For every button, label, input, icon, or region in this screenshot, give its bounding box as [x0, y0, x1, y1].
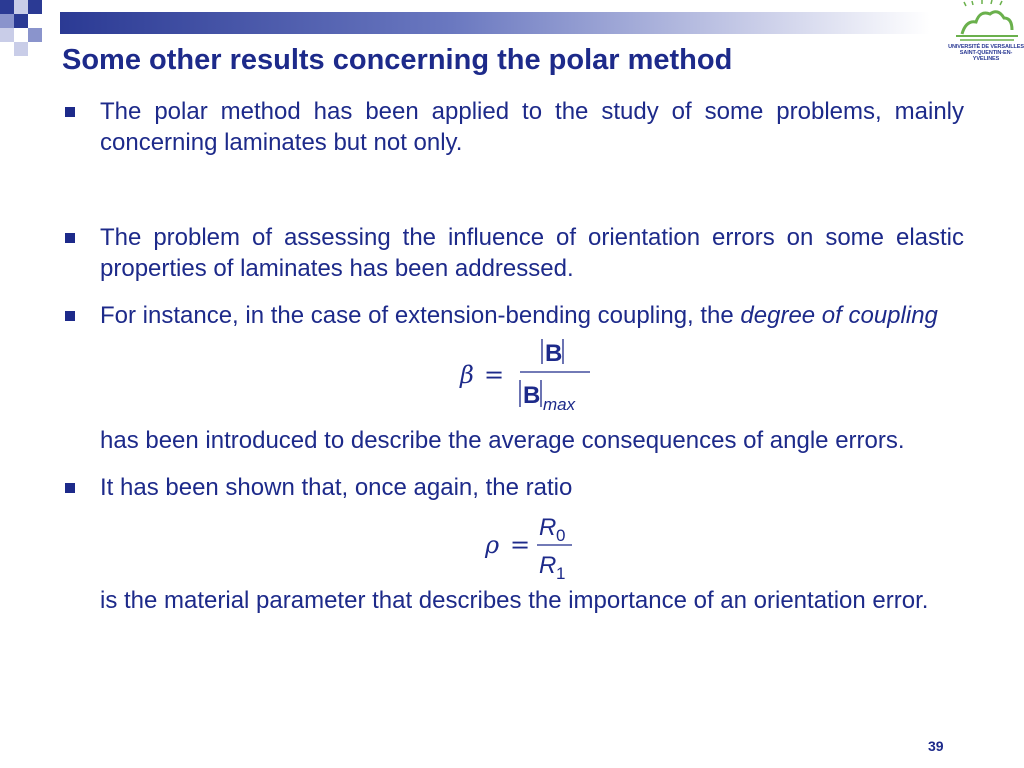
bullet-item: [60, 300, 964, 331]
formula-lhs: ρ: [485, 531, 500, 559]
header-gradient-bar: [60, 12, 930, 34]
formula-numerator-subscript: 0: [556, 526, 566, 545]
bullet-text: It has been shown that, once again, the ratio: [100, 474, 573, 501]
slide-number: 39: [928, 738, 944, 754]
formula-lhs: β: [460, 361, 474, 389]
bullet-emphasis: degree of coupling: [740, 302, 938, 329]
bullet-text: For instance, in the case of extension-bending coupling, the: [100, 302, 741, 329]
formula-numerator: R: [539, 514, 557, 541]
decorative-squares: [0, 0, 70, 70]
bullet-text: The problem of assessing the influence of orientation errors on some elastic properties of laminates has been addressed.: [100, 224, 964, 282]
bullet-marker-icon: [65, 483, 75, 493]
bullet-text: The polar method has been applied to the study of some problems, mainly concerning laminates but not only.: [100, 98, 964, 156]
formula-eq: =: [510, 531, 531, 559]
formula-beta-svg: [60, 331, 964, 413]
slide-content: [60, 96, 964, 616]
bullet-item: [60, 222, 964, 284]
formula-denominator-subscript: 1: [556, 564, 566, 583]
formula-denominator-subscript: max: [543, 395, 576, 413]
formula-eq: =: [484, 361, 505, 389]
bullet-marker-icon: [65, 233, 75, 243]
continuation-text: has been introduced to describe the average consequences of angle errors.: [100, 427, 905, 454]
continuation-text: is the material parameter that describes the importance of an orientation error.: [100, 587, 929, 614]
formula-ratio: [60, 503, 964, 583]
formula-rho-svg: [60, 503, 964, 583]
bullet-item: [60, 472, 964, 503]
bullet-marker-icon: [65, 107, 75, 117]
formula-denominator: B: [523, 382, 541, 409]
formula-denominator: R: [539, 552, 557, 579]
slide-title: Some other results concerning the polar method: [62, 44, 733, 76]
bullet-marker-icon: [65, 311, 75, 321]
logo-text-line2: SAINT-QUENTIN-EN-YVELINES: [959, 50, 1013, 62]
formula-degree-of-coupling: [60, 331, 964, 413]
formula-numerator: B: [545, 340, 563, 367]
logo-text: [948, 44, 1024, 62]
logo-text-line1: UNIVERSITÉ DE VERSAILLES: [948, 44, 1024, 50]
bullet-item: [60, 96, 964, 158]
